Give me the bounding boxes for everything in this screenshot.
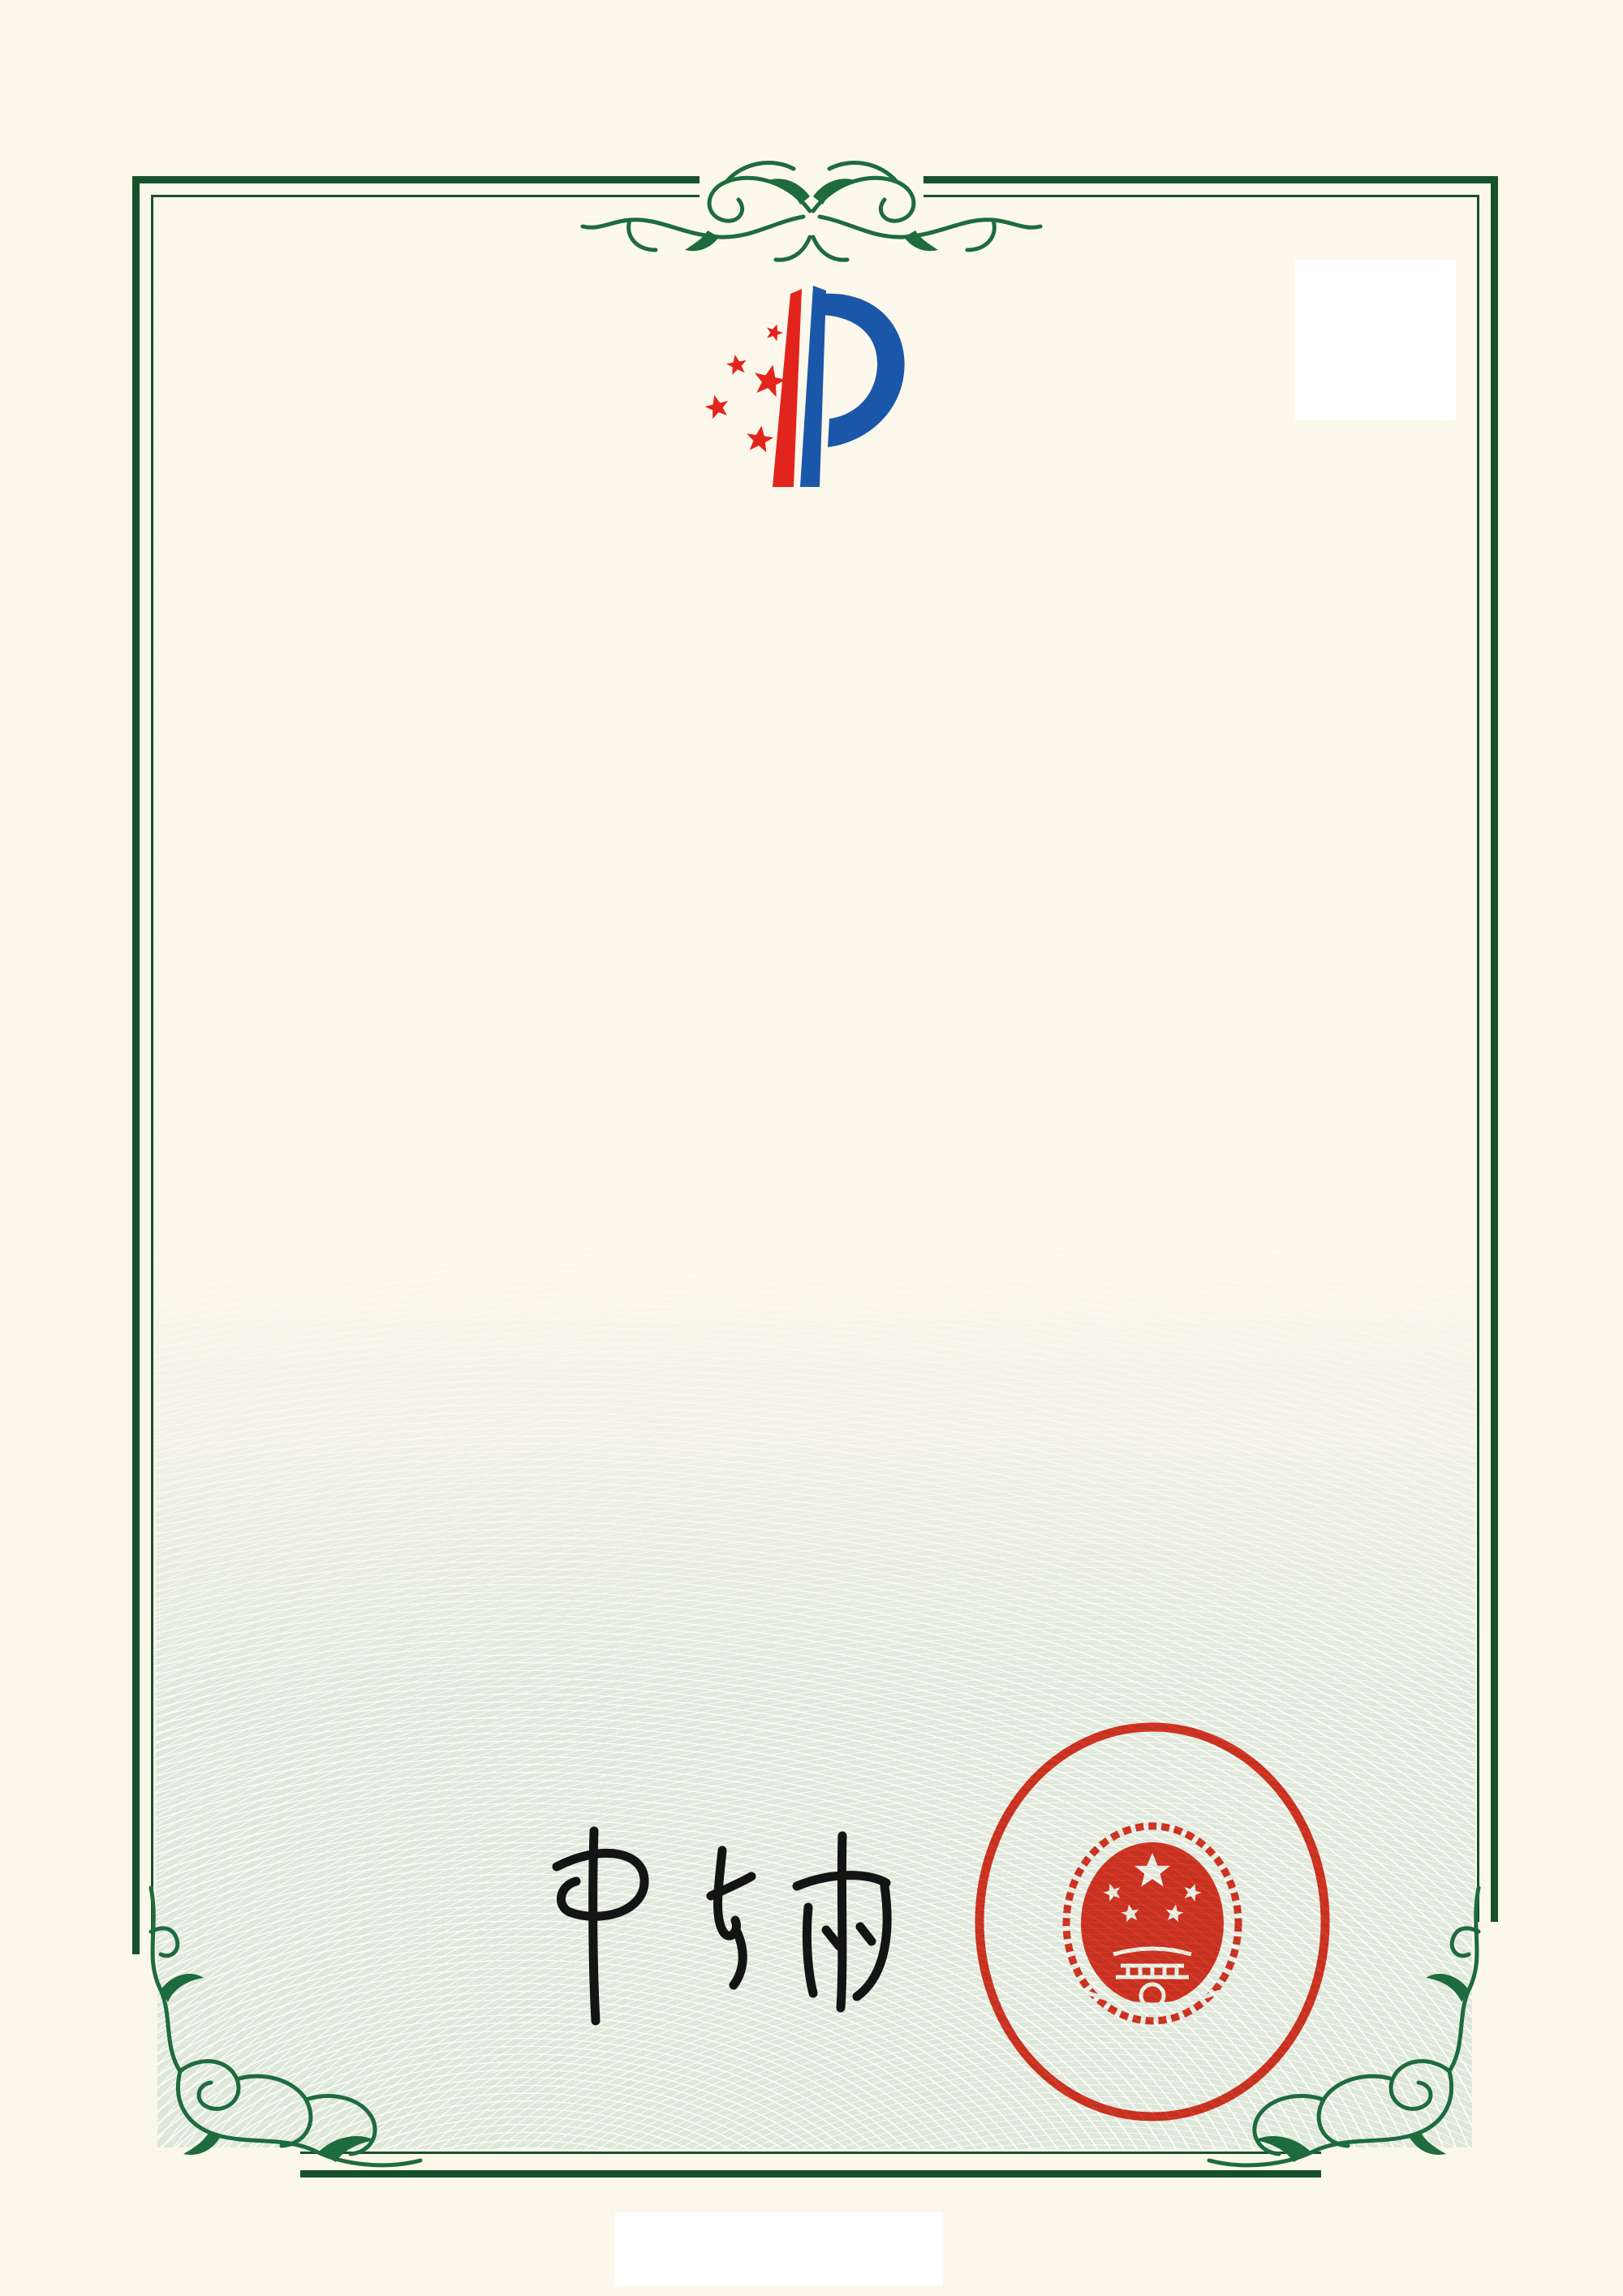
bottom-left-flourish-ornament bbox=[122, 1883, 471, 2199]
field-row-address bbox=[229, 1169, 443, 1211]
official-seal bbox=[962, 1719, 1343, 2141]
border-right-inner bbox=[1477, 195, 1479, 2154]
border-left-inner bbox=[151, 195, 153, 2154]
footer-note-box bbox=[615, 2212, 943, 2285]
border-left-outer bbox=[132, 176, 140, 2178]
logo-star bbox=[764, 321, 785, 342]
seal-national-emblem bbox=[1066, 1826, 1238, 2021]
field-row-grant bbox=[229, 1267, 443, 1309]
logo-blue-bar bbox=[800, 286, 826, 487]
grant-number-pair bbox=[833, 1267, 1047, 1309]
border-right-outer bbox=[1491, 176, 1498, 2178]
logo-star bbox=[725, 353, 748, 376]
barcode bbox=[234, 1732, 646, 1779]
field-row-patentee bbox=[229, 1075, 443, 1117]
field-row-name bbox=[229, 682, 443, 724]
cnipa-logo bbox=[700, 243, 927, 491]
grant-date-pair bbox=[229, 1267, 443, 1309]
qr-code bbox=[1295, 260, 1456, 420]
logo-star bbox=[744, 424, 775, 453]
field-row-patent-no bbox=[229, 878, 443, 920]
logo-red-wedge bbox=[773, 289, 802, 487]
field-row-inventors bbox=[229, 779, 443, 821]
logo-blue-bowl bbox=[821, 294, 905, 447]
commissioner-signature bbox=[479, 1808, 933, 2027]
logo-star bbox=[703, 393, 731, 420]
field-row-filing-date bbox=[229, 976, 443, 1018]
